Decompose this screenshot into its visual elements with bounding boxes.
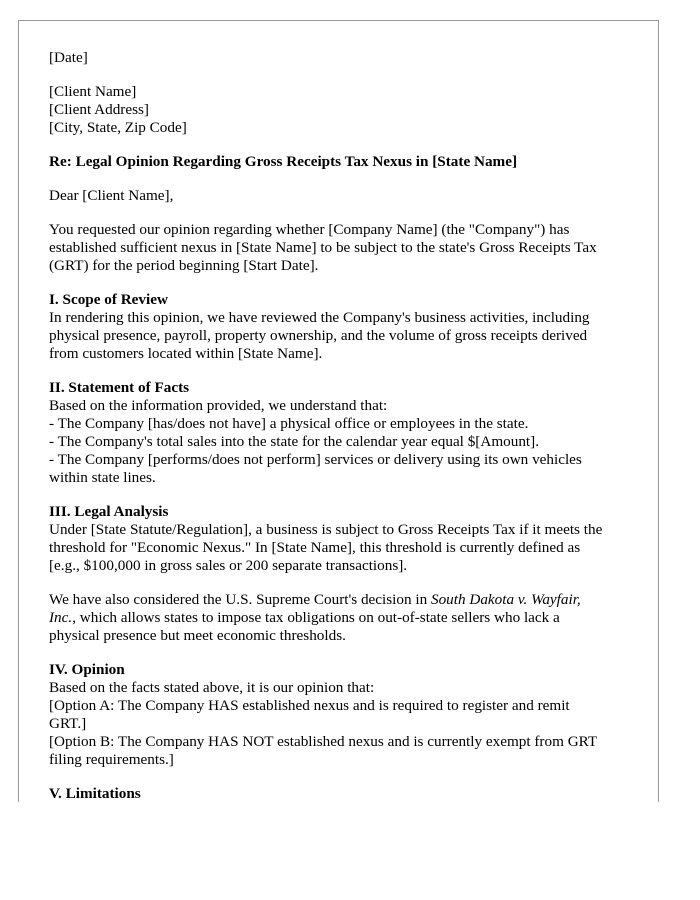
- facts-line: within state lines.: [49, 469, 156, 486]
- intro-line: (GRT) for the period beginning [Start Date].: [49, 257, 319, 274]
- analysis-line: threshold for "Economic Nexus." In [State Name], this threshold is currently defined as: [49, 539, 581, 556]
- scope-line: from customers located within [State Name].: [49, 345, 323, 362]
- salutation: Dear [Client Name],: [49, 187, 174, 204]
- recipient-block: [49, 83, 639, 137]
- facts-line: - The Company's total sales into the state for the calendar year equal $[Amount].: [49, 433, 539, 450]
- opinion-line: GRT.]: [49, 715, 87, 732]
- opinion-line: [Option B: The Company HAS NOT established nexus and is currently exempt from GRT: [49, 733, 598, 750]
- wayfair-line: [49, 609, 639, 627]
- section-scope: [49, 291, 639, 363]
- date-block: [49, 49, 639, 67]
- wayfair-paragraph: [49, 591, 639, 645]
- case-name: South Dakota v. Wayfair,: [430, 591, 581, 608]
- opinion-line: [Option A: The Company HAS established nexus and is required to register and remit: [49, 697, 570, 714]
- subject-line: Re: Legal Opinion Regarding Gross Receipts Tax Nexus in [State Name]: [49, 153, 518, 170]
- salutation-block: [49, 187, 639, 205]
- facts-line: - The Company [performs/does not perform] services or delivery using its own vehicles: [49, 451, 582, 468]
- opinion-line: Based on the facts stated above, it is our opinion that:: [49, 679, 375, 696]
- section-heading-scope: I. Scope of Review: [49, 291, 168, 308]
- intro-line: established sufficient nexus in [State Name] to be subject to the state's Gross Receipts Tax: [49, 239, 597, 256]
- section-heading-analysis: III. Legal Analysis: [49, 503, 169, 520]
- wayfair-line: physical presence but meet economic thresholds.: [49, 627, 346, 644]
- section-analysis: [49, 503, 639, 575]
- section-limitations: [49, 785, 639, 802]
- facts-line: Based on the information provided, we understand that:: [49, 397, 388, 414]
- letter-body: [49, 49, 639, 802]
- section-opinion: [49, 661, 639, 769]
- case-name: Inc.: [49, 609, 73, 626]
- section-heading-opinion: IV. Opinion: [49, 661, 125, 678]
- section-heading-limitations: V. Limitations: [49, 785, 141, 802]
- letter-page: [18, 20, 659, 802]
- subject-block: [49, 153, 639, 171]
- wayfair-text: We have also considered the U.S. Supreme Court's decision in: [49, 591, 431, 608]
- letter-date: [Date]: [49, 49, 88, 66]
- client-address: [Client Address]: [49, 101, 149, 118]
- analysis-line: [e.g., $100,000 in gross sales or 200 separate transactions].: [49, 557, 408, 574]
- scope-line: physical presence, payroll, property ownership, and the volume of gross receipts derived: [49, 327, 588, 344]
- intro-paragraph: [49, 221, 639, 275]
- section-heading-facts: II. Statement of Facts: [49, 379, 190, 396]
- analysis-line: Under [State Statute/Regulation], a business is subject to Gross Receipts Tax if it meets the: [49, 521, 603, 538]
- client-city-state-zip: [City, State, Zip Code]: [49, 119, 187, 136]
- wayfair-text: , which allows states to impose tax obligations on out-of-state sellers who lack a: [72, 609, 560, 626]
- section-facts: [49, 379, 639, 487]
- intro-line: You requested our opinion regarding whether [Company Name] (the "Company") has: [49, 221, 570, 238]
- scope-line: In rendering this opinion, we have reviewed the Company's business activities, including: [49, 309, 590, 326]
- facts-line: - The Company [has/does not have] a physical office or employees in the state.: [49, 415, 529, 432]
- opinion-line: filing requirements.]: [49, 751, 174, 768]
- client-name: [Client Name]: [49, 83, 137, 100]
- wayfair-line: [49, 591, 639, 609]
